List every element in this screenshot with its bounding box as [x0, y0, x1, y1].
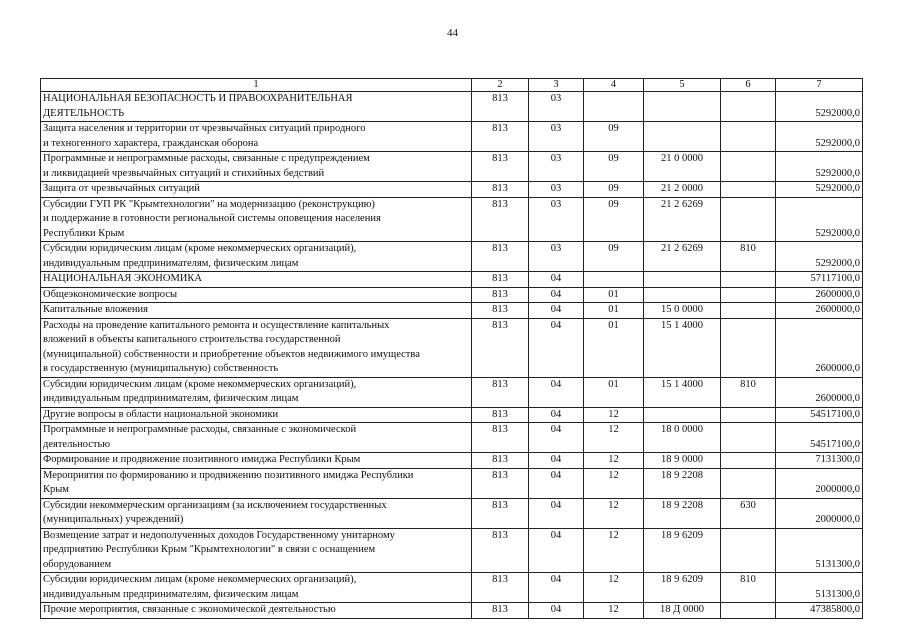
expense-type-cell	[721, 182, 776, 198]
expense-type-cell	[721, 197, 776, 242]
amount-cell: 2600000,0	[776, 377, 863, 407]
target-article-cell	[644, 92, 721, 122]
section-code-cell: 03	[529, 122, 584, 152]
admin-code-cell: 813	[472, 573, 529, 603]
table-row	[41, 498, 863, 528]
table-row	[41, 453, 863, 469]
expense-type-cell: 810	[721, 242, 776, 272]
subsection-code-cell: 12	[584, 453, 644, 469]
table-body	[41, 79, 863, 619]
target-article-cell: 21 0 0000	[644, 152, 721, 182]
table-row	[41, 423, 863, 453]
admin-code-cell: 813	[472, 377, 529, 407]
subsection-code-cell: 09	[584, 122, 644, 152]
target-article-cell: 15 0 0000	[644, 303, 721, 319]
table-row	[41, 242, 863, 272]
section-code-cell: 03	[529, 92, 584, 122]
admin-code-cell: 813	[472, 318, 529, 377]
expense-type-cell	[721, 287, 776, 303]
subsection-code-cell: 12	[584, 528, 644, 573]
amount-cell: 5292000,0	[776, 182, 863, 198]
amount-cell: 5292000,0	[776, 152, 863, 182]
table-row	[41, 152, 863, 182]
subsection-code-cell: 01	[584, 377, 644, 407]
amount-cell: 2600000,0	[776, 287, 863, 303]
table-row	[41, 603, 863, 619]
admin-code-cell: 813	[472, 498, 529, 528]
amount-cell: 54517100,0	[776, 423, 863, 453]
expense-type-cell	[721, 468, 776, 498]
admin-code-cell: 813	[472, 303, 529, 319]
target-article-cell: 15 1 4000	[644, 318, 721, 377]
admin-code-cell: 813	[472, 468, 529, 498]
admin-code-cell: 813	[472, 453, 529, 469]
amount-cell: 5131300,0	[776, 528, 863, 573]
target-article-cell: 18 9 2208	[644, 468, 721, 498]
expense-type-cell: 630	[721, 498, 776, 528]
target-article-cell	[644, 122, 721, 152]
row-name-cell: НАЦИОНАЛЬНАЯ БЕЗОПАСНОСТЬ И ПРАВООХРАНИТЕЛЬНАЯ ДЕЯТЕЛЬНОСТЬ	[41, 92, 472, 122]
subsection-code-cell	[584, 92, 644, 122]
subsection-code-cell: 12	[584, 423, 644, 453]
expense-type-cell	[721, 318, 776, 377]
admin-code-cell: 813	[472, 603, 529, 619]
amount-cell: 5292000,0	[776, 122, 863, 152]
target-article-cell	[644, 407, 721, 423]
subsection-code-cell: 01	[584, 303, 644, 319]
header-row	[41, 79, 863, 92]
section-code-cell: 04	[529, 573, 584, 603]
row-name-cell: Субсидии ГУП РК "Крымтехнологии" на модернизацию (реконструкцию) и поддержание в готовности региональной системы оповещения населения Республики Крым	[41, 197, 472, 242]
column-header-3: 3	[529, 79, 584, 92]
row-name-cell: Формирование и продвижение позитивного имиджа Республики Крым	[41, 453, 472, 469]
section-code-cell: 04	[529, 528, 584, 573]
subsection-code-cell: 09	[584, 182, 644, 198]
target-article-cell: 18 9 6209	[644, 573, 721, 603]
row-name-cell: Защита от чрезвычайных ситуаций	[41, 182, 472, 198]
admin-code-cell: 813	[472, 197, 529, 242]
row-name-cell: Программные и непрограммные расходы, связанные с предупреждением и ликвидацией чрезвычайных ситуаций и стихийных бедствий	[41, 152, 472, 182]
column-header-1: 1	[41, 79, 472, 92]
table-row	[41, 122, 863, 152]
target-article-cell: 18 9 6209	[644, 528, 721, 573]
section-code-cell: 03	[529, 242, 584, 272]
expense-type-cell	[721, 152, 776, 182]
expense-type-cell	[721, 407, 776, 423]
row-name-cell: Субсидии юридическим лицам (кроме некоммерческих организаций), индивидуальным предпринимателям, физическим лицам	[41, 573, 472, 603]
row-name-cell: Другие вопросы в области национальной экономики	[41, 407, 472, 423]
target-article-cell: 18 9 0000	[644, 453, 721, 469]
expense-type-cell: 810	[721, 573, 776, 603]
target-article-cell: 18 9 2208	[644, 498, 721, 528]
amount-cell: 2000000,0	[776, 498, 863, 528]
row-name-cell: Прочие мероприятия, связанные с экономической деятельностью	[41, 603, 472, 619]
column-header-2: 2	[472, 79, 529, 92]
column-header-6: 6	[721, 79, 776, 92]
expense-type-cell	[721, 92, 776, 122]
target-article-cell: 21 2 6269	[644, 242, 721, 272]
amount-cell: 57117100,0	[776, 272, 863, 288]
subsection-code-cell: 09	[584, 197, 644, 242]
column-header-4: 4	[584, 79, 644, 92]
target-article-cell: 18 0 0000	[644, 423, 721, 453]
section-code-cell: 04	[529, 468, 584, 498]
admin-code-cell: 813	[472, 528, 529, 573]
amount-cell: 5292000,0	[776, 242, 863, 272]
amount-cell: 7131300,0	[776, 453, 863, 469]
subsection-code-cell: 12	[584, 407, 644, 423]
row-name-cell: Защита населения и территории от чрезвычайных ситуаций природного и техногенного характера, гражданская оборона	[41, 122, 472, 152]
row-name-cell: Капитальные вложения	[41, 303, 472, 319]
subsection-code-cell: 09	[584, 242, 644, 272]
table-row	[41, 197, 863, 242]
target-article-cell	[644, 287, 721, 303]
subsection-code-cell: 12	[584, 573, 644, 603]
row-name-cell: Расходы на проведение капитального ремонта и осуществление капитальных вложений в объекты капитального строительства государственной (муниципальной) собственности и приобретение объектов недвижимого имущества в государственную (муниципальную) собственность	[41, 318, 472, 377]
target-article-cell: 18 Д 0000	[644, 603, 721, 619]
section-code-cell: 04	[529, 407, 584, 423]
amount-cell: 5292000,0	[776, 92, 863, 122]
section-code-cell: 04	[529, 603, 584, 619]
table-row	[41, 303, 863, 319]
row-name-cell: Субсидии некоммерческим организациям (за исключением государственных (муниципальных) учреждений)	[41, 498, 472, 528]
page-number: 44	[447, 27, 458, 39]
section-code-cell: 04	[529, 318, 584, 377]
expense-type-cell	[721, 303, 776, 319]
column-header-5: 5	[644, 79, 721, 92]
section-code-cell: 03	[529, 197, 584, 242]
admin-code-cell: 813	[472, 242, 529, 272]
section-code-cell: 04	[529, 423, 584, 453]
subsection-code-cell	[584, 272, 644, 288]
section-code-cell: 04	[529, 303, 584, 319]
section-code-cell: 04	[529, 453, 584, 469]
expense-type-cell	[721, 603, 776, 619]
table-row	[41, 318, 863, 377]
amount-cell: 2600000,0	[776, 303, 863, 319]
amount-cell: 2600000,0	[776, 318, 863, 377]
table-row	[41, 407, 863, 423]
table-row	[41, 92, 863, 122]
column-header-7: 7	[776, 79, 863, 92]
section-code-cell: 03	[529, 182, 584, 198]
subsection-code-cell: 12	[584, 603, 644, 619]
amount-cell: 2000000,0	[776, 468, 863, 498]
subsection-code-cell: 01	[584, 287, 644, 303]
subsection-code-cell: 12	[584, 498, 644, 528]
target-article-cell: 15 1 4000	[644, 377, 721, 407]
row-name-cell: Возмещение затрат и недополученных доходов Государственному унитарному предприятию Республики Крым "Крымтехнологии" в связи с оснащением оборудованием	[41, 528, 472, 573]
table-row	[41, 287, 863, 303]
subsection-code-cell: 09	[584, 152, 644, 182]
expense-type-cell	[721, 423, 776, 453]
amount-cell: 47385800,0	[776, 603, 863, 619]
admin-code-cell: 813	[472, 122, 529, 152]
section-code-cell: 04	[529, 377, 584, 407]
admin-code-cell: 813	[472, 272, 529, 288]
section-code-cell: 04	[529, 272, 584, 288]
target-article-cell	[644, 272, 721, 288]
row-name-cell: Субсидии юридическим лицам (кроме некоммерческих организаций), индивидуальным предпринимателям, физическим лицам	[41, 377, 472, 407]
budget-table	[40, 78, 863, 619]
expense-type-cell: 810	[721, 377, 776, 407]
section-code-cell: 03	[529, 152, 584, 182]
expense-type-cell	[721, 453, 776, 469]
table-row	[41, 528, 863, 573]
admin-code-cell: 813	[472, 423, 529, 453]
section-code-cell: 04	[529, 498, 584, 528]
row-name-cell: Общеэкономические вопросы	[41, 287, 472, 303]
admin-code-cell: 813	[472, 407, 529, 423]
admin-code-cell: 813	[472, 92, 529, 122]
section-code-cell: 04	[529, 287, 584, 303]
expense-type-cell	[721, 122, 776, 152]
target-article-cell: 21 2 6269	[644, 197, 721, 242]
row-name-cell: Мероприятия по формированию и продвижению позитивного имиджа Республики Крым	[41, 468, 472, 498]
row-name-cell: Субсидии юридическим лицам (кроме некоммерческих организаций), индивидуальным предпринимателям, физическим лицам	[41, 242, 472, 272]
expense-type-cell	[721, 528, 776, 573]
amount-cell: 54517100,0	[776, 407, 863, 423]
row-name-cell: Программные и непрограммные расходы, связанные с экономической деятельностью	[41, 423, 472, 453]
subsection-code-cell: 01	[584, 318, 644, 377]
admin-code-cell: 813	[472, 152, 529, 182]
table-row	[41, 468, 863, 498]
admin-code-cell: 813	[472, 287, 529, 303]
row-name-cell: НАЦИОНАЛЬНАЯ ЭКОНОМИКА	[41, 272, 472, 288]
table-row	[41, 182, 863, 198]
expense-type-cell	[721, 272, 776, 288]
amount-cell: 5292000,0	[776, 197, 863, 242]
table-row	[41, 272, 863, 288]
subsection-code-cell: 12	[584, 468, 644, 498]
amount-cell: 5131300,0	[776, 573, 863, 603]
target-article-cell: 21 2 0000	[644, 182, 721, 198]
table-row	[41, 377, 863, 407]
table-row	[41, 573, 863, 603]
admin-code-cell: 813	[472, 182, 529, 198]
